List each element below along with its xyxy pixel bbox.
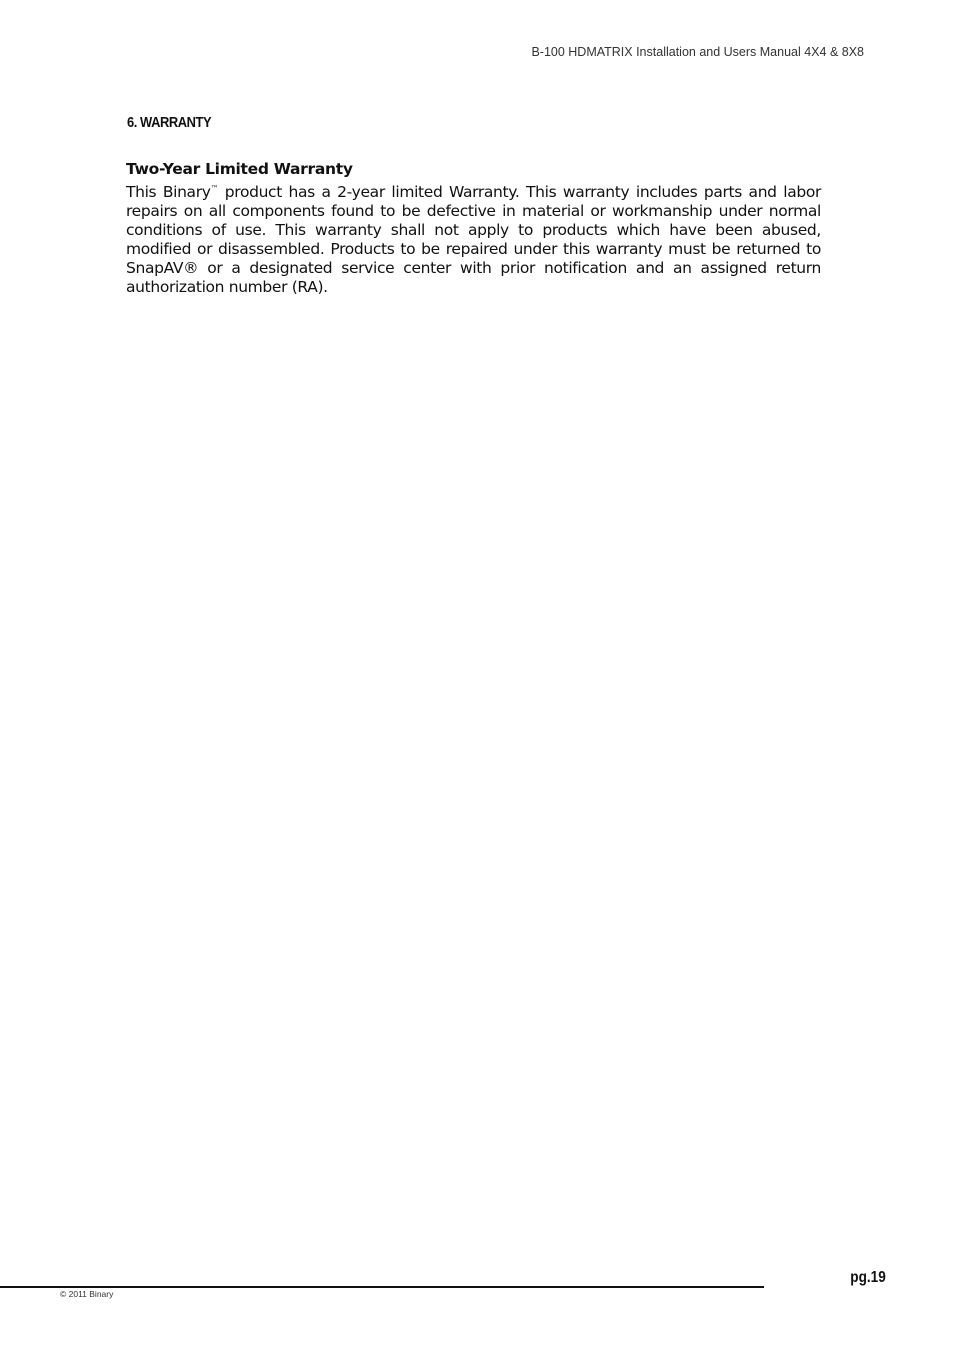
warranty-body — [126, 179, 821, 297]
warranty-subheading: Two-Year Limited Warranty — [126, 160, 353, 178]
warranty-section — [126, 160, 821, 297]
footer-rule — [0, 1286, 764, 1288]
running-header: B-100 HDMATRIX Installation and Users Manual 4X4 & 8X8 — [531, 45, 864, 59]
body-prefix: This Binary — [126, 183, 211, 201]
section-title: 6. WARRANTY — [127, 114, 212, 131]
trademark-symbol: ™ — [210, 184, 219, 193]
body-rest: product has a 2-year limited Warranty. This warranty includes parts and labor repairs on all components found to be defective in material or workmanship under normal conditions of use. This warranty shall not apply to products which have been abused, modified or disassembled. Products to be repaired under this warranty must be returned to SnapAV® or a designated service center with prior notification and an assigned return authorization number (RA). — [126, 183, 821, 296]
copyright: © 2011 Binary — [60, 1289, 114, 1299]
page-number: pg.19 — [850, 1269, 886, 1286]
